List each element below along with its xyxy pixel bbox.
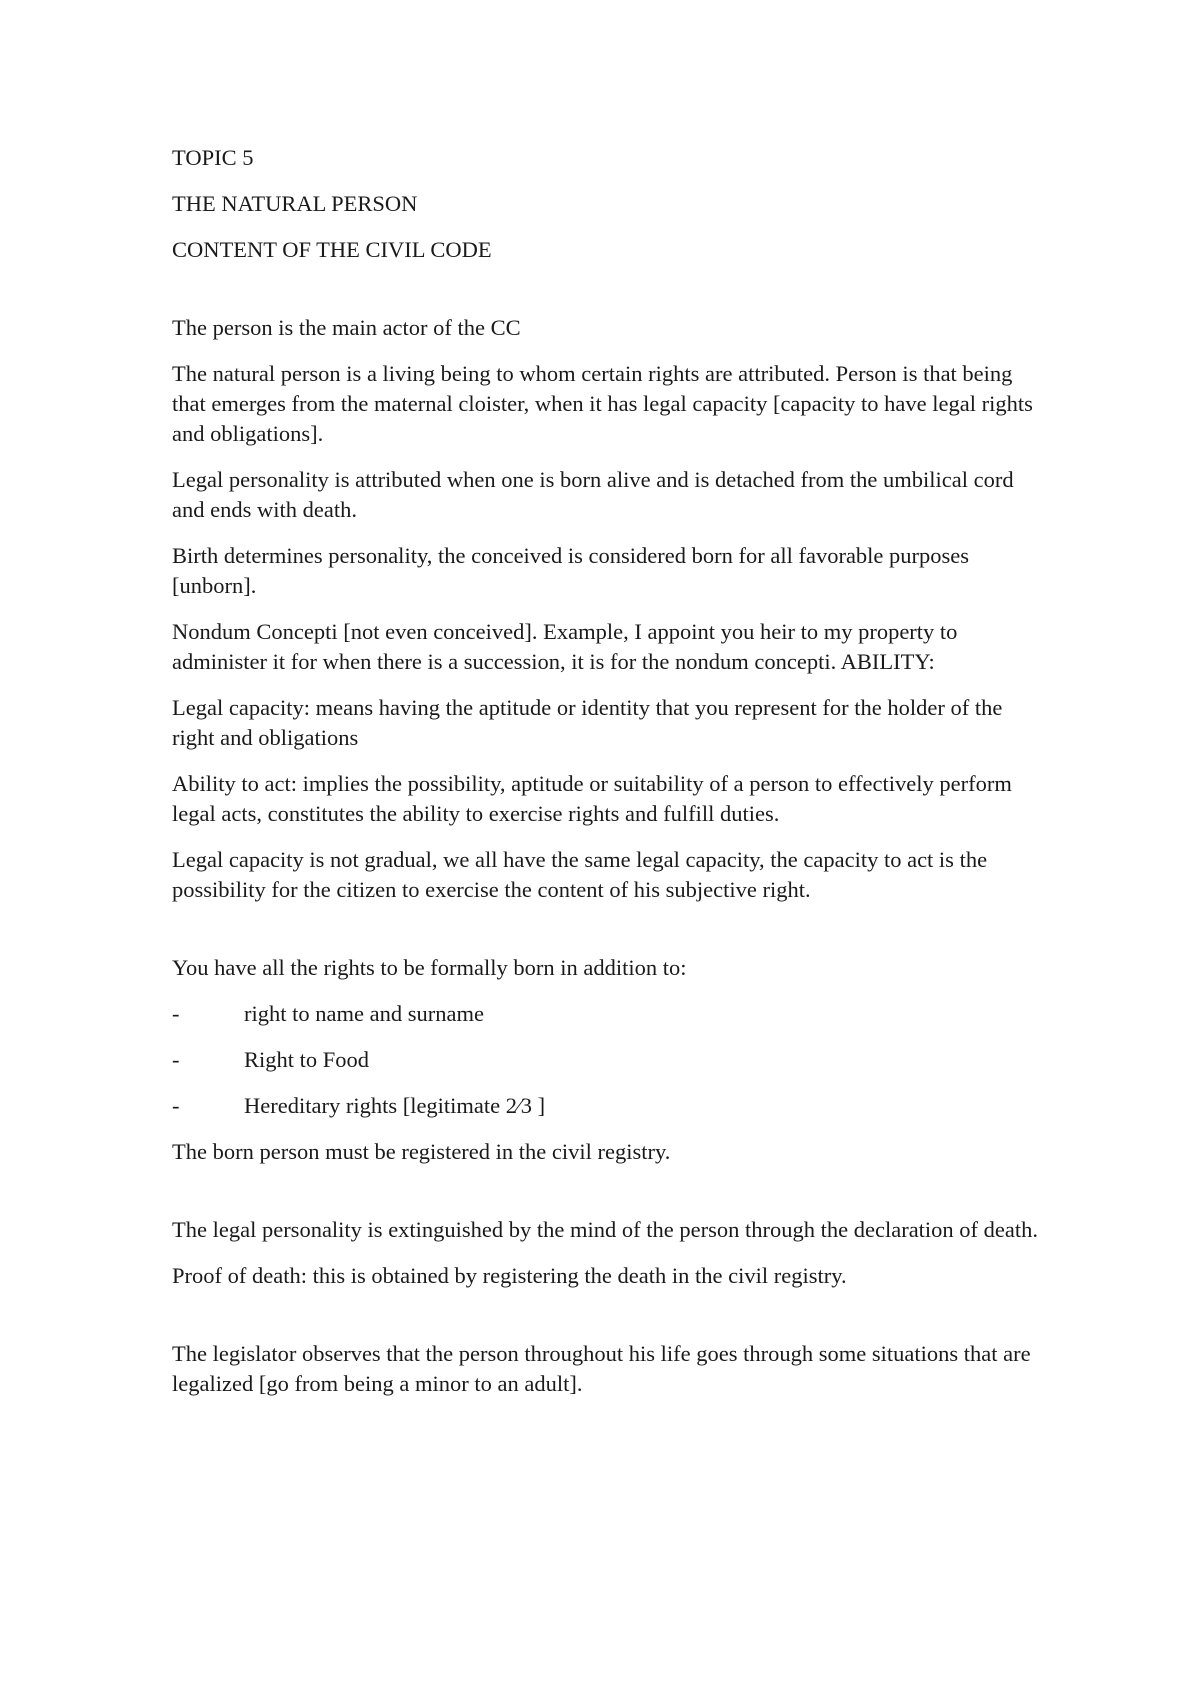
list-item-text: right to name and surname [244, 1001, 484, 1026]
bullet-marker: - [172, 1001, 180, 1026]
document-body [172, 143, 1050, 1415]
list-item [172, 999, 1050, 1029]
paragraph: Legal personality is attributed when one is born alive and is detached from the umbilical cord and ends with death. [172, 467, 1014, 522]
paragraph: Nondum Concepti [not even conceived]. Example, I appoint you heir to my property to administer it for when there is a succession, it is for the nondum concepti. ABILITY: [172, 619, 958, 674]
paragraph: Birth determines personality, the conceived is considered born for all favorable purposes [unborn]. [172, 543, 970, 598]
registry-note: The born person must be registered in the civil registry. [172, 1139, 671, 1164]
bullet-marker: - [172, 1093, 180, 1118]
closing-paragraph: The legislator observes that the person throughout his life goes through some situations that are legalized [go from being a minor to an adult]. [172, 1341, 1031, 1396]
rights-intro: You have all the rights to be formally born in addition to: [172, 955, 687, 980]
list-item-text: Hereditary rights [legitimate 2⁄3 ] [244, 1093, 546, 1118]
list-item-text: Right to Food [244, 1047, 370, 1072]
section-title: CONTENT OF THE CIVIL CODE [172, 237, 492, 262]
list-item [172, 1091, 1050, 1121]
paragraph: Proof of death: this is obtained by registering the death in the civil registry. [172, 1263, 847, 1288]
chapter-title: THE NATURAL PERSON [172, 191, 418, 216]
paragraph: Ability to act: implies the possibility, aptitude or suitability of a person to effectively perform legal acts, constitutes the ability to exercise rights and fulfill duties. [172, 771, 1012, 826]
list-item [172, 1045, 1050, 1075]
paragraph: The person is the main actor of the CC [172, 315, 521, 340]
paragraph: The legal personality is extinguished by the mind of the person through the declaration of death. [172, 1217, 1039, 1242]
paragraph: Legal capacity: means having the aptitude or identity that you represent for the holder of the right and obligations [172, 695, 1003, 750]
bullet-marker: - [172, 1047, 180, 1072]
paragraph: Legal capacity is not gradual, we all have the same legal capacity, the capacity to act is the possibility for the citizen to exercise the content of his subjective right. [172, 847, 988, 902]
spacer [172, 281, 1050, 313]
topic-number: TOPIC 5 [172, 145, 254, 170]
spacer [172, 921, 1050, 953]
paragraph: The natural person is a living being to whom certain rights are attributed. Person is that being that emerges from the maternal cloister, when it has legal capacity [capacity to have legal rights and obligations]. [172, 361, 1033, 446]
spacer [172, 1307, 1050, 1339]
spacer [172, 1183, 1050, 1215]
